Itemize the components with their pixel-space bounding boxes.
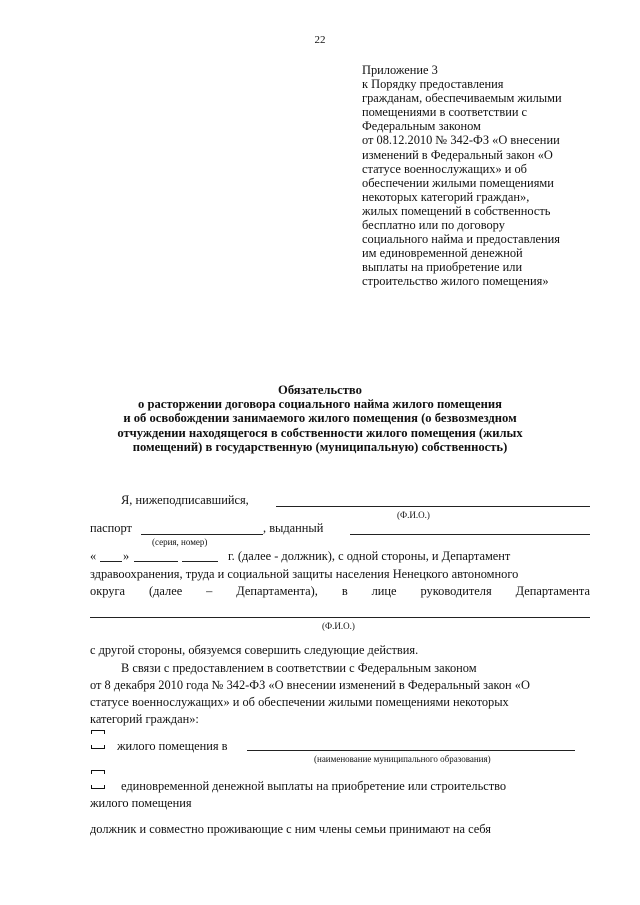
checkbox-top-bracket (91, 770, 105, 774)
fio-caption: (Ф.И.О.) (397, 510, 430, 520)
appendix-line: Федеральным законом (362, 119, 481, 134)
date-day-line[interactable] (100, 561, 122, 562)
option-payment-checkbox-bottom[interactable] (91, 778, 103, 788)
appendix-line: им единовременной денежной (362, 246, 523, 261)
municipality-line[interactable] (247, 750, 575, 751)
municipality-caption: (наименование муниципального образования) (314, 754, 491, 764)
appendix-line: выплаты на приобретение или (362, 260, 523, 275)
dept-word: Департамента (515, 584, 590, 598)
page-number: 22 (314, 34, 326, 46)
undersigned-label: Я, нижеподписавшийся, (121, 493, 249, 507)
checkbox-bottom-bracket (91, 785, 105, 789)
appendix-line: Приложение 3 (362, 63, 438, 77)
dept-word: лице (371, 584, 397, 598)
passport-number-line[interactable] (141, 534, 263, 535)
appendix-line: строительство жилого помещения» (362, 274, 549, 289)
title-line: и об освобождении занимаемого жилого помещения (о безвозмездном (123, 411, 517, 426)
option-housing-label: жилого помещения в (117, 739, 228, 753)
appendix-line: некоторых категорий граждан», (362, 189, 530, 204)
dept-justified-line (90, 584, 590, 599)
dept-line: здравоохранения, труда и социальной защиты населения Ненецкого автономного (90, 567, 519, 581)
issued-by-line[interactable] (350, 534, 590, 535)
dept-word: (далее (148, 584, 183, 598)
option-housing-checkbox-bottom[interactable] (91, 738, 103, 748)
date-month-line[interactable] (134, 561, 178, 562)
title-line: Обязательство (278, 383, 362, 397)
appendix-line: статусе военнослужащих» и об (362, 161, 527, 176)
dept-word: в (341, 584, 348, 598)
checkbox-top-bracket (91, 730, 105, 734)
appendix-line: обеспечении жилыми помещениями (362, 175, 554, 190)
date-open-quote: « (90, 549, 97, 563)
paragraph-line: статусе военнослужащих» и об обеспечении жилыми помещениями некоторых (90, 695, 509, 709)
appendix-line: к Порядку предоставления (362, 77, 504, 92)
document-title (60, 383, 580, 454)
paragraph-line: от 8 декабря 2010 года № 342-ФЗ «О внесении изменений в Федеральный закон «О (90, 678, 530, 692)
issued-label: , выданный (263, 521, 324, 535)
appendix-line: жилых помещений в собственность (362, 203, 551, 218)
appendix-line: социального найма и предоставления (362, 232, 561, 247)
last-paragraph-line: должник и совместно проживающие с ним члены семьи принимают на себя (90, 822, 491, 836)
passport-label: паспорт (90, 521, 132, 535)
dept-word: Департамента), (236, 584, 318, 598)
title-line: помещений) в государственную (муниципальную) собственность) (132, 439, 508, 454)
option-payment-label: единовременной денежной выплаты на приобретение или строительство (121, 779, 507, 793)
title-line: о расторжении договора социального найма жилого помещения (138, 397, 502, 412)
head-fio-line[interactable] (90, 617, 590, 618)
title-line: отчуждении находящегося в собственности жилого помещения (жилых (117, 425, 523, 440)
dept-word: округа (90, 584, 126, 598)
dept-word: руководителя (420, 584, 492, 598)
appendix-line: гражданам, обеспечиваемым жилыми (362, 91, 562, 106)
date-year-line[interactable] (182, 561, 218, 562)
appendix-line: изменений в Федеральный закон «О (362, 147, 553, 162)
checkbox-bottom-bracket (91, 745, 105, 749)
appendix-header (362, 63, 602, 289)
date-rest-text: г. (далее - должник), с одной стороны, и Департамент (228, 549, 511, 563)
appendix-line: бесплатно или по договору (362, 218, 505, 233)
fio-input-line[interactable] (276, 506, 590, 507)
fio-caption-2: (Ф.И.О.) (322, 621, 355, 631)
paragraph-line: категорий граждан»: (90, 712, 199, 726)
dept-word: – (206, 584, 213, 598)
date-close-quote: » (123, 549, 130, 563)
paragraph-line: В связи с предоставлением в соответствии с Федеральным законом (121, 661, 477, 675)
appendix-line: от 08.12.2010 № 342-ФЗ «О внесении (362, 133, 560, 148)
option-payment-label-2: жилого помещения (90, 796, 192, 810)
other-side-text: с другой стороны, обязуемся совершить следующие действия. (90, 643, 419, 657)
series-caption: (серия, номер) (152, 537, 208, 547)
appendix-line: помещениями в соответствии с (362, 105, 528, 120)
